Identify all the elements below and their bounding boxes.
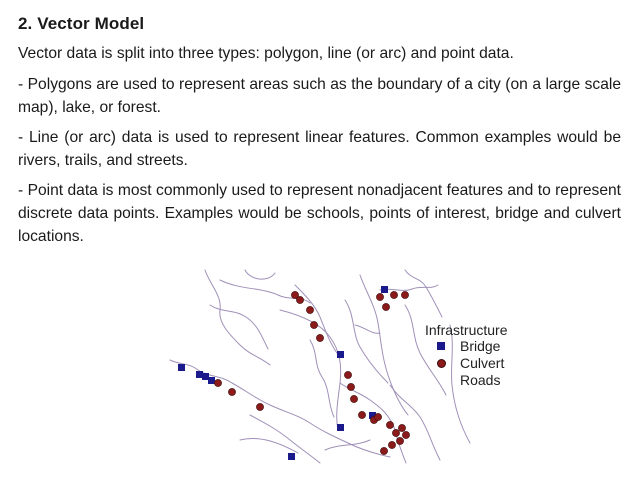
road-line — [240, 438, 298, 453]
road-line — [205, 270, 270, 365]
culvert-marker — [347, 383, 354, 390]
culvert-marker — [214, 379, 221, 386]
culvert-marker — [380, 447, 387, 454]
culvert-marker — [376, 293, 383, 300]
road-line — [325, 440, 370, 450]
road-line — [310, 340, 334, 417]
culvert-marker — [350, 395, 357, 402]
legend-item-roads — [425, 372, 507, 389]
legend-item-bridge — [425, 338, 507, 355]
culvert-marker — [316, 334, 323, 341]
culvert-marker — [256, 403, 263, 410]
road-line — [295, 285, 340, 357]
legend-label: Culvert — [460, 355, 505, 371]
road-line — [210, 305, 268, 349]
legend-title: Infrastructure — [425, 322, 508, 338]
bridge-marker — [337, 351, 344, 358]
paragraph-vector-types: Vector data is split into three types: polygon, line (or arc) and point data. — [18, 45, 514, 62]
slide-heading: 2. Vector Model — [18, 14, 145, 33]
culvert-circle-icon — [437, 359, 446, 368]
bridge-marker — [208, 377, 215, 384]
culvert-marker — [390, 291, 397, 298]
culvert-marker — [228, 388, 235, 395]
culvert-marker — [396, 437, 403, 444]
bridge-marker — [337, 424, 344, 431]
road-line — [355, 325, 380, 333]
culvert-marker — [344, 371, 351, 378]
culvert-marker — [402, 431, 409, 438]
paragraph-points: - Point data is most commonly used to represent nonadjacent features and to represent discrete data points. Examples would be schools, points of interest, bridge and culvert locations. — [18, 182, 621, 245]
paragraph-lines: - Line (or arc) data is used to represent linear features. Common examples would be rivers, trails, and streets. — [18, 129, 621, 169]
culvert-marker — [358, 411, 365, 418]
legend-label: Roads — [460, 372, 501, 388]
bridge-marker — [288, 453, 295, 460]
bridges-layer — [178, 286, 388, 460]
culvert-marker — [386, 421, 393, 428]
bridge-marker — [381, 286, 388, 293]
map-legend — [425, 322, 507, 389]
culvert-marker — [306, 306, 313, 313]
culvert-marker — [382, 303, 389, 310]
culvert-marker — [388, 441, 395, 448]
paragraph-polygons: - Polygons are used to represent areas such as the boundary of a city (on a large scale map), lake, or forest. — [18, 76, 621, 116]
culvert-marker — [296, 296, 303, 303]
legend-label: Bridge — [460, 338, 501, 354]
road-line — [360, 275, 408, 415]
culvert-marker — [398, 424, 405, 431]
bridge-square-icon — [437, 342, 445, 350]
bridge-marker — [196, 371, 203, 378]
culvert-marker — [392, 429, 399, 436]
road-line — [345, 300, 388, 383]
road-line — [245, 270, 275, 279]
road-line — [380, 285, 438, 290]
road-line — [390, 385, 440, 460]
bridge-marker — [178, 364, 185, 371]
culvert-marker — [310, 321, 317, 328]
legend-item-culvert — [425, 355, 507, 372]
bridge-marker — [202, 373, 209, 380]
culvert-marker — [374, 413, 381, 420]
culvert-marker — [401, 291, 408, 298]
road-line — [405, 270, 442, 317]
